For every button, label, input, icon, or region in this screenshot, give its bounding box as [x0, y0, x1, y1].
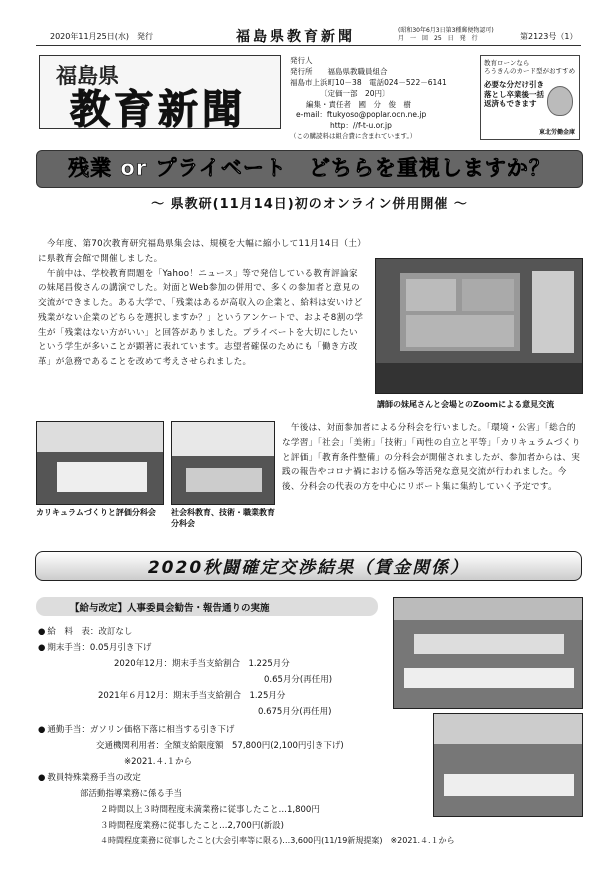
issue-number: 第2123号（1） [520, 32, 578, 41]
row-dec-2020: 2020年12月：期末手当支給割合 1.225月分 [114, 659, 290, 669]
article1-para2: 午前中は、学校教育問題を「Yahoo！ニュース」等で発信している教育評論家の妹尾昌俊さんの講演でした。対面とWeb参加の併用で、多くの参加者と意見の交流ができました。ある大学で、「残業はあるが高収入の企業と、給料は安いけど残業がない企業のどちらを選択しますか？」というアンケートで、およそ8割の学生が「残業はない方がいい」と回答がありました。プライベートを大切にしたいという学生が多いことが顕著に表れています。志望者確保のためにも「働き方改革」が急務であることを改めて考えさせられました。 [38, 268, 364, 368]
publisher-address: 福島市上浜町10－38 電話024－522－6141 [290, 77, 447, 87]
ad-line2: ろうきんのカード型がおすすめ [484, 67, 576, 76]
publish-schedule: 月 一 回 25 日 発 行 [398, 34, 478, 42]
masthead-title: 教育新聞 [70, 86, 246, 133]
caption-zoom: 講師の妹尾さんと会場とのZoomによる意見交流 [377, 400, 555, 409]
masthead-logo [39, 55, 281, 133]
social-studies-photo [171, 421, 275, 505]
row-special-duty: ● 教員特殊業務手当の改定 [38, 771, 141, 783]
issue-date: 2020年11月25日(水) 発行 [50, 32, 153, 41]
ad-main-text: 必要な分だけ引き落とし卒業後一括返済もできます [484, 79, 544, 109]
row-term-end-allowance: ● 期末手当：0.05月引き下げ [38, 641, 151, 653]
publisher-editor: 編集・責任者 國 分 俊 樹 [306, 99, 411, 109]
masthead-prefecture: 福島県 [56, 63, 119, 88]
publisher-email[interactable]: e-mail：ftukyoso@poplar.ocn.ne.jp [296, 110, 427, 120]
section-title: 2020秋闘確定交渉結果（賃金関係） [147, 558, 470, 578]
row-2to3-hours: ２時間以上３時間程度未満業務に従事したこと…1,800円 [100, 805, 320, 815]
row-commuting-effective: ※2021.４.１から [124, 757, 193, 767]
ad-line1: 教育ローンなら [484, 59, 530, 67]
publisher-note: （この購読料は組合費に含まれています。） [290, 132, 417, 141]
row-4-hours: ４時間程度業務に従事したこと(大会引率等に限る)…3,600円(11/19新規提案) ※2021.４.１から [100, 836, 455, 845]
article1-body [38, 237, 365, 370]
permit-line: (昭和30年6月3日第3種郵便物認可) [398, 27, 494, 34]
article1-para1: 今年度、第70次教育研究福島県集会は、規模を大幅に縮小して11月14日（土）に県教育会館で開催しました。 [38, 239, 362, 264]
row-dec-2020-reemployed: 0.65月分(再任用) [264, 675, 333, 685]
row-commuting-allowance: ● 通勤手当：ガソリン価格下落に相当する引き下げ [38, 723, 234, 735]
meeting-photo-2 [433, 713, 583, 817]
paper-name: 福島県教育新聞 [236, 29, 355, 45]
caption-curriculum: カリキュラムづくりと評価分科会 [36, 508, 156, 517]
ad-organization: 東北労働金庫 [538, 129, 575, 136]
headline: 残業 or プライベート どちらを重視しますか？ [68, 156, 551, 180]
ad-box[interactable] [480, 55, 580, 140]
publisher-label: 発行人 [290, 56, 313, 65]
permit-info [398, 27, 494, 42]
row-club-activity: 部活動指導業務に係る手当 [80, 789, 183, 799]
zoom-photo [375, 258, 583, 394]
row-2021-reemployed: 0.675月分(再任用) [258, 707, 332, 717]
publisher-info [290, 56, 480, 142]
row-salary-table: ● 給 料 表：改訂なし [38, 625, 132, 637]
row-transit-users: 交通機関利用者：全額支給限度額 57,800円(2,100円引き下げ) [96, 741, 344, 751]
article1-para3: 午後は、対面参加者による分科会を行いました。「環境・公害」「総合的な学習」「社会」「美術」「技術」「両性の自立と平等」「カリキュラムづくりと評価」「教育条件整備」の分科会が開催されましたが、参加者からは、実践の報告やコロナ禍における悩み等活発な意見交流が行われました。今後、分科会の代表の方を中心にリポート集に集約していく予定です。 [282, 423, 581, 493]
curriculum-photo [36, 421, 164, 505]
meeting-photo-1 [393, 597, 583, 709]
row-3-hours: ３時間程度業務に従事したこと…2,700円(新設) [100, 821, 284, 831]
subtitle: 【給与改定】人事委員会勧告・報告通りの実施 [70, 603, 270, 614]
row-2021: 2021年６月12月：期末手当支給割合 1.25月分 [98, 691, 286, 701]
publisher-price: 〔定価一部 20円〕 [320, 88, 390, 98]
caption-social-studies: 社会科教育、技術・職業教育分科会 [171, 508, 275, 528]
publisher-org: 発行所 福島県教職員組合 [290, 66, 388, 76]
publisher-url[interactable]: http：//f-t-u.or.jp [330, 121, 392, 131]
subheadline: ～ 県教研(11月14日)初のオンライン併用開催 ～ [151, 197, 468, 212]
mascot-icon [547, 86, 573, 116]
